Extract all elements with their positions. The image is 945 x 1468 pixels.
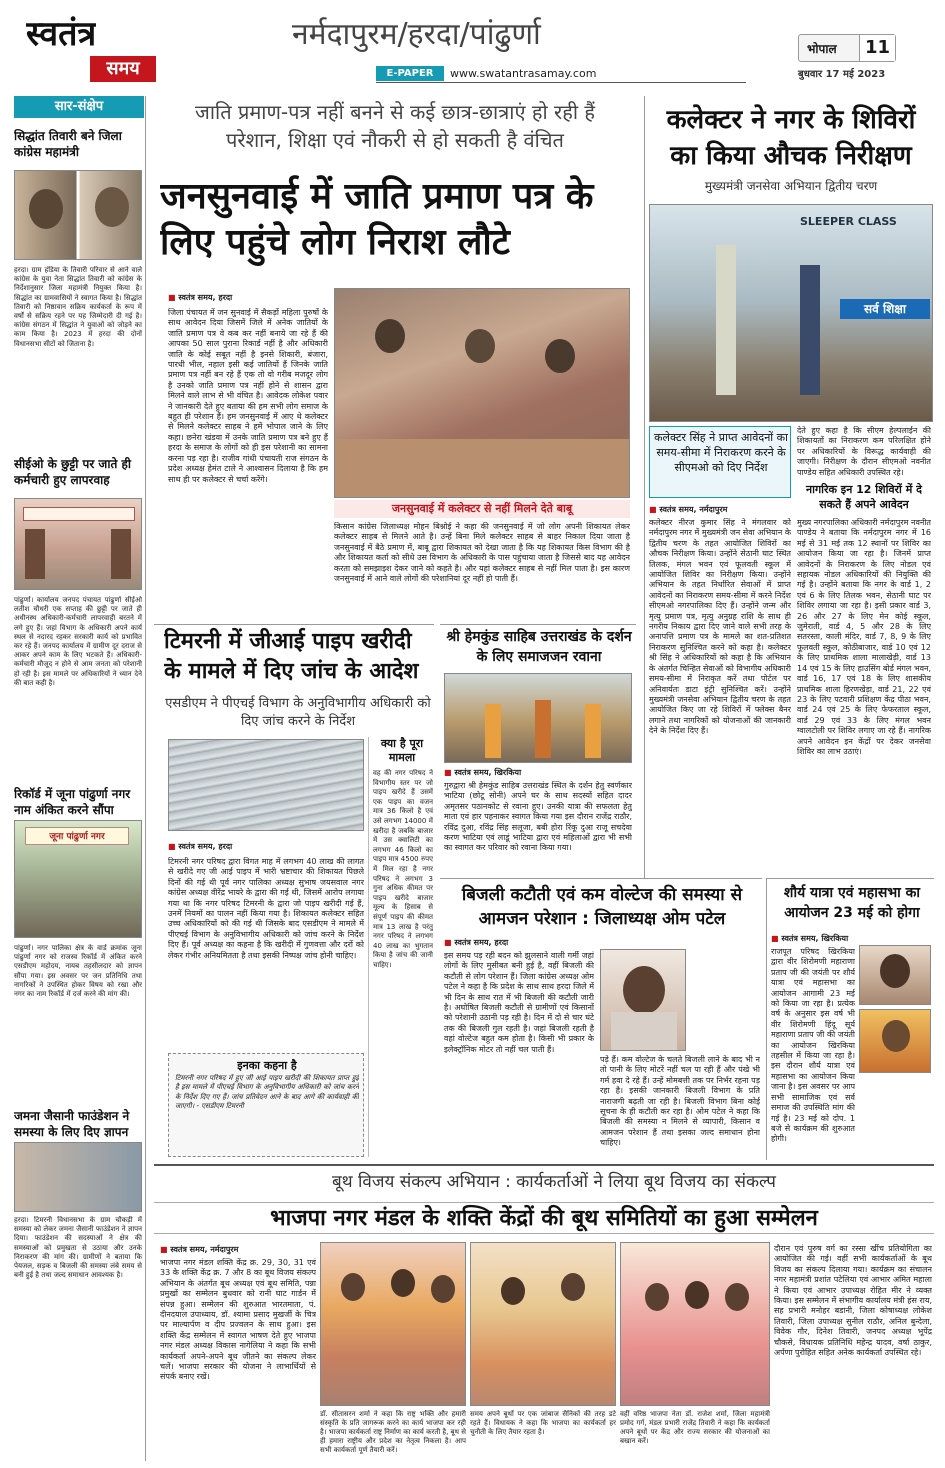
lead-kicker: जाति प्रमाण-पत्र नहीं बनने से कई छात्र-छात्राएं हो रही हैं परेशान, शिक्षा एवं नौकरी से हो सकती है वंचित: [195, 100, 595, 152]
masthead: [0, 0, 945, 90]
hemkund-byline: ■ स्वतंत्र समय, खिरकिया: [444, 767, 521, 778]
collector-text-2: मुख्य नगरपालिका अधिकारी नर्मदापुरम नवनीत पाण्डेय ने बताया कि नर्मदापुरम नगर में 16 मई से 31 मई तक 12 स्थानों पर शिविर का आयोजन किया जा रहा है। जिनमें प्राप्त आवेदनों के निराकरण के लिए नोडल एवं सहायक नोडल अधिकारियों की नियुक्ति की गई है। उन्होंने बताया कि नगर के वार्ड 1, 2 एवं 6 के लिए तिलक भवन, सेठानी घाट पर शिविर लगाया जा रहा है। इसी प्रकार वार्ड 3, 26 और 27 के लिए मेन कोई स्कूल, जुमेराती, वार्ड 4, 5 और 28 के लिए सतरस्ता, काली मंदिर, वार्ड 7, 8, 9 के लिए फूलवती स्कूल, कोठीबाजार, वार्ड 10 एवं 12 के लिए प्राथमिक शाला मालाखेड़ी, वार्ड 13 14 एवं 15 के लिए हाउसिंग बोर्ड मंगल भवन, वार्ड 16, 17 एवं 18 के लिए शासकीय प्राथमिक शाला हिरणखेड़ा, वार्ड 21, 22 एवं 23 के लिए पटवारी प्रशिक्षण केंद्र पीठा भवन, वार्ड 24 एवं 25 के लिए फेफरताल स्कूल, वार्ड 29 एवं 33 के लिए मंगल भवन ग्वालटोली पर शिविर लगाए जा रहे हैं। नागरिक अपने आवेदन इन केंद्रों पर देकर जनसेवा शिविर का लाभ उठाएं।: [797, 518, 931, 756]
collector-callout: कलेक्टर सिंह ने प्राप्त आवेदनों का समय-सीमा में निराकरण करने के सीएमओ को दिए निर्देश: [649, 426, 791, 498]
sidebar-text-3: पांढुर्णा। नगर पालिका क्षेत्र के वार्ड क्रमांक जूना पांढुर्णा नगर को राजस्व रिकॉर्ड में अंकित करने एसडीएम महोदय, नायब तहसीलदार को ज्ञापन सौंपा गया। इस अवसर पर जन प्रतिनिधि तथा नागरिकों ने उपस्थित होकर विषय को रखा और नगर का नाम रिकॉर्ड में दर्ज करने की मांग की।: [14, 944, 142, 999]
booth-kicker: बूथ विजय संकल्प अभियान : कार्यकर्ताओं ने लिया बूथ विजय का संकल्प: [332, 1172, 776, 1192]
booth-text-2: दौरान एवं पुरुष वर्ग का रस्सा खींच प्रतियोगिता का आयोजित की गई। वहीं सभी कार्यकर्ताओं के बूथ विजय का संकल्प दिलाया गया। कार्यक्रम का संचालन नगर महामंत्री प्रशांत पटेलिया एवं आभार अमित महाला ने किया एवं आभार उपाध्यक्ष रोहित मीर ने व्यक्त किया। इस सम्मेलन में संभागीय कार्यालय मंत्री हंस राय, सह प्रभारी मनोहर बडानी, जिला कोषाध्यक्ष लोकेश तिवारी, जिला उपाध्यक्ष सुनील राठौर, अनिल बुन्देला, विवेक गौर, दिनेश तिवारी, जनपद अध्यक्ष भूपेंद्र चौकसे, विधायक प्रतिनिधि महेन्द्र यादव, वर्षा ठाकुर, अर्पणा पुरोहित सहित अनेक कार्यकर्ता उपस्थित रहे।: [774, 1244, 932, 1358]
timarni-photo: [168, 739, 364, 831]
sidebar-headline-3: रिकॉर्ड में जूना पांढुर्णा नगर नाम अंकित करने सौंपा: [14, 787, 131, 817]
sidebar-headline-2: सीईओ के छुट्टी पर जाते ही कर्मचारी हुए लापरवाह: [14, 457, 131, 487]
epaper-label: E-PAPER: [376, 66, 444, 81]
shaurya-headline: शौर्य यात्रा एवं महासभा का आयोजन 23 मई को होगा: [783, 885, 921, 921]
lead-photo-caption: जनसुनवाई में कलेक्टर से नहीं मिलने देते बाबू: [334, 500, 630, 518]
hemkund-photo: [444, 673, 632, 763]
lead-text-2: किसान कांग्रेस जिलाध्यक्ष मोहन बिश्नोई ने कहा की जनसुनवाई में जो लोग अपनी शिकायत लेकर कलेक्टर साहब से मिलने आते है। उन्हें बिना मिले कलेक्टर साहब से बाहर निकाल दिया जाता है जनसुनवाई में बैठे प्रमाण में, बाबू द्वारा शिकायत को देखा जाता है कि यह शिकायत किस विभाग की है और शिकायत कर्ता को सीधे उस विभाग के अधिकारी के पास पहुंचाया जाता है जिससे बाद यह आवेदन करता को समझाइश देकर जाने को कहते है। और यहां कलेक्टर साहब से नहीं मिल पाता है। इस कारण जनसुनवाई में आने वाले लोगों की परेशानियां दूर नहीं हो पाती हैं।: [334, 522, 630, 584]
timarni-headline: टिमरनी में जीआई पाइप खरीदी के मामले में दिए जांच के आदेश: [164, 629, 419, 684]
booth-story: [154, 1164, 934, 1462]
collector-subhead: नागरिक इन 12 शिविरों में दे सकते हैं अपने आवेदन: [806, 483, 922, 511]
banner-text: जूना पांढुर्णा नगर: [25, 827, 129, 845]
bijli-byline: ■ स्वतंत्र समय, हरदा: [444, 937, 508, 948]
timarni-sidebar: [368, 737, 432, 1157]
collector-photo: [649, 204, 933, 422]
hemkund-headline: श्री हेमकुंड साहिब उत्तराखंड के दर्शन के लिए समाजजन रवाना: [446, 629, 632, 665]
shaurya-story: [766, 878, 934, 1160]
logo-bottom: समय: [90, 56, 156, 82]
bijli-text-1: इस समय पड़ रही बदन को झुलसाने वाली गर्मी जहां लोगों के लिए मुसीबत बनी हुई है, वहीं बिजली की कटौती से लोग परेशान हैं। जिला कांग्रेस अध्यक्ष ओम पटेल ने कहा है कि प्रदेश के साथ साथ हरदा जिले में भी दिन के साथ रात में भी बिजली की कटौती जारी है। अघोषित बिजली कटौती से ग्रामीणों एवं किसानों को परेशानी उठानी पड़ रही है। दिन में दो से चार घंटे तक की बिजली गुल रहती है। जहां बिजली रहती है वहां वोल्टेज बहुत कम होता है। किसी भी प्रकार के इलेक्ट्रॉनिक मोटर तो नहीं चल पाती हैं।: [444, 951, 594, 1054]
booth-headline: भाजपा नगर मंडल के शक्ति केंद्रों की बूथ समितियों का हुआ सम्मेलन: [270, 1206, 818, 1231]
timarni-byline: ■ स्वतंत्र समय, हरदा: [168, 841, 232, 852]
booth-photo-1: [320, 1242, 466, 1406]
sidebar-photo-3: [14, 820, 142, 938]
lead-story: [154, 96, 634, 620]
hemkund-text: गुरुद्वारा श्री हेमकुंड साहिब उत्तराखंड स्थित के दर्शन हेतु स्वर्णकार भाटिया (छोटू सोनी) अपने घर के साथ सदस्यों सहित दादर अमृतसर पठानकोट से रवाना हुए। उनकी यात्रा की सफलता हेतु माता एवं हार पहनाकर स्वागत किया गया इस दौरान राजेंद्र राठौर, रविंद्र दुआ, रविंद्र सिंह सलूजा, बबी होरा रिंकू दुआ राजू सचदेवा करण भाटिया एवं लाडूं भाटिया द्वारा एवं महिलाओं द्वारा भी सभी का स्वागत कर परिवार को रवाना किया गया।: [444, 781, 632, 853]
timarni-text: टिमरनी नगर परिषद द्वारा विगत माह में लगभग 40 लाख की लागत से खरीदे गए जी आई पाइप में भारी भ्रष्टाचार की शिकायत पिछले दिनों की गई थी पूर्व नगर पालिका अध्यक्ष सुभाष जयसवाल नगर कांग्रेस अध्यक्ष वीरेंद्र भायरे के द्वारा की गई थी, जिसमें आरोप लगाया गया था कि नगर परिषद टिमरनी के द्वारा जो पाइप खरीदी गई हैं, उनमें नियमों का पालन नहीं किया गया है। शिकायत कलेक्टर सहित उच्च अधिकारियों को की गई थी जिसके बाद एसडीएम ने मामले में पीएचई विभाग के अनुविभागीय अधिकारी को जांच करने के निर्देश दिए हैं। पूर्व अध्यक्ष का कहना है कि खरीदी में गुणवत्ता और दरों को लेकर गंभीर अनियमितता है तथा इसकी निष्पक्ष जांच होनी चाहिए।: [168, 857, 364, 960]
sidebar-photo-2: [14, 498, 142, 590]
logo-top: स्वतंत्र: [26, 14, 97, 54]
timarni-kicker: एसडीएम ने पीएचई विभाग के अनुविभागीय अधिकारी को दिए जांच करने के निर्देश: [165, 696, 431, 729]
quote-box: [168, 1053, 364, 1157]
sidebar-text-1: हरदा। ग्राम हंडिया के तिवारी परिवार से आने वाले कांग्रेस के युवा नेता सिद्धांत तिवारी को कांग्रेस के निर्देशानुसार जिला महामंत्री नियुक्त किया है। सिद्धांत का ग्रामवासियों ने स्वागत किया है। सिद्धांत तिवारी को निष्ठावान सक्रिय कार्यकर्ता के रूप में वर्षों से सक्रिय रहने पर यह जिम्मेदारी दी गई है। कांग्रेस संगठन में सिद्धांत ने युवाओं को जोड़ने का काम किया है। 2023 में हरदा की दोनों विधानसभा सीटों को जिताना है।: [14, 266, 142, 348]
edition-title: नर्मदापुरम/हरदा/पांढुर्णा: [292, 17, 541, 52]
timarni-story: [154, 624, 434, 1160]
booth-photo-2: [470, 1242, 616, 1406]
lead-byline: ■ स्वतंत्र समय, हरदा: [168, 292, 232, 303]
collector-byline: ■ स्वतंत्र समय, नर्मदापुरम: [649, 504, 727, 515]
city-name: भोपाल: [807, 42, 837, 56]
timarni-side-title: क्या है पूरा मामला: [380, 737, 424, 764]
shaurya-photo-1: [859, 945, 931, 1005]
shaurya-text: राजपूत परिषद खिरकिया द्वारा वीर शिरोमणी महाराणा प्रताप जी की जयंती पर शौर्य यात्रा एवं महासभा का आयोजन आगामी 23 मई को किया जा रहा है। प्रत्येक वर्ष के अनुसार इस वर्ष भी वीर शिरोमणी हिंदू सूर्य महाराणा प्रताप जी की जयंती का आयोजन खिरकिया तहसील में किया जा रहा है। इस दौरान शौर्य यात्रा एवं महासभा का आयोजन किया जाना है। इस अवसर पर आप सभी सामाजिक एवं सर्व समाज की उपस्थिति मांग की गई है। 23 मई को दोप. 1 बजे से कार्यक्रम की शुरुआत होगी।: [771, 947, 855, 1144]
booth-text-1: भाजपा नगर मंडल शक्ति केंद्र क्र. 29, 30, 31 एवं 33 के शक्ति केंद्र क्र. 7 और 8 का बूथ विजय संकल्प अभियान के अंतर्गत बूथ अध्यक्ष एवं बूथ समिति, पन्ना प्रमुखों का सम्मेलन बुधवार को रानी घाट गार्डन में संपन्न हुआ। सम्मेलन की शुरुआत भारतमाता, पं. दीनदयाल उपाध्याय, डॉ. श्यामा प्रसाद मुखर्जी के चित्र पर माल्यार्पण व दीप प्रज्वलन के साथ हुआ। इस शक्ति केंद्र सम्मेलन में स्वागत भाषण देते हुए भाजपा नगर मंडल अध्यक्ष विकास नागेलिया ने कहा कि सभी कार्यकर्ता अपने-अपने बूथ जीतने का संकल्प लेकर चलें। भाजपा सरकार की योजना ने लाभार्थियों से संपर्क बनाए रखें।: [160, 1258, 316, 1382]
quote-box-title: इनका कहना है: [237, 1059, 297, 1072]
issue-date: बुधवार 17 मई 2023: [798, 69, 886, 80]
sidebar-headline-1: सिद्धांत तिवारी बने जिला कांग्रेस महामंत्री: [14, 129, 122, 159]
sidebar-text-4: हरदा। टिमरनी विधानसभा के ग्राम चौकड़ी में समस्या को लेकर जमना जैसानी फाउंडेशन ने ज्ञापन दिया। फाउंडेशन की सदस्याओं ने क्षेत्र की समस्याओं को प्रमुखता से उठाया और उनके निराकरण की मांग की। ग्रामीणों ने बताया कि पेयजल, सड़क व बिजली की समस्या लंबे समय से बनी हुई है तथा जल्द समाधान आवश्यक है।: [14, 1216, 142, 1280]
collector-kicker: मुख्यमंत्री जनसेवा अभियान द्वितीय चरण: [704, 179, 878, 193]
sidebar-photo-1: [14, 170, 142, 260]
page-number: 11: [859, 35, 895, 61]
booth-byline: ■ स्वतंत्र समय, नर्मदापुरम: [160, 1244, 238, 1255]
booth-caption-2: समय अपने बूथों पर एक जांबाज सैनिकों की तरह डटे रहते हैं। विधायक ने कहा कि भाजपा का कार्यकर्ता हर चुनौती के लिए तैयार रहता है।: [470, 1410, 616, 1436]
quote-box-text: टिमरनी नगर परिषद में हुए जी आई पाइप खरीदी की शिकायत प्राप्त हुई है इस मामले में पीएचई विभाग के अनुविभागीय अधिकारी को जांच करने के निर्देश दिए गए हैं। जांच प्रतिवेदन आने के बाद आगे की कार्यवाही की जाएगी। - एसडीएम टिमरनी: [175, 1074, 359, 1111]
collector-headline: कलेक्टर ने नगर के शिविरों का किया औचक निरीक्षण: [666, 105, 916, 171]
sidebar-photo-4: [14, 1142, 142, 1212]
bijli-text-2: पड़े हैं। कम वोल्टेज के चलते बिजली लाने के बाद भी न तो पानी के लिए मोटरें नहीं चल पा रही हैं और पंखे भी गर्म हवा दे रहे हैं। उन्हें मोमबत्ती तक पर निर्भर रहना पड़ रहा है। इसकी जानकारी बिजली विभाग के प्रति नाराजगी बढ़ती जा रही है। बिजली विभाग बिना कोई सूचना के ही कटौती कर रहा है। ओम पटेल ने कहा कि बिजली की समस्या न मिलने से व्यापारी, किसान व आमजन परेशान हैं तथा इसका जल्द समाधान होना चाहिए।: [600, 1055, 760, 1148]
wall-sign: सर्व शिक्षा: [840, 299, 930, 319]
booth-caption-3: वहीं वरिष्ठ भाजपा नेता डॉ. राजेश शर्मा, जिला महामंत्री प्रमोद गर्ग, मंडल प्रभारी राजेंद्र तिवारी ने कहा कि कार्यकर्ता अपने बूथों पर केंद्र और राज्य सरकार की योजनाओं का बखान करें।: [620, 1410, 770, 1445]
collector-text-1: कलेक्टर नीरज कुमार सिंह ने मंगलवार को नर्मदापुरम नगर में मुख्यमंत्री जन सेवा अभियान के द्वितीय चरण के तहत आयोजित शिविरों का औचक निरीक्षण किया। उन्होंने सेठानी घाट स्थित तिलक, मंगल भवन एवं फूलवती स्कूल में आयोजित शिविर का निरीक्षण किया। उन्होंने अभियान के तहत निर्धारित सेवाओं में प्राप्त आवेदनों का निराकरण समय-सीमा में करने निर्देश सीएमओ नगरपालिका दिए हैं। उन्होंने जन्म और मृत्यु प्रमाण पत्र, मृत्यु अनुग्रह राशि के साथ ही नगरीय निकाय द्वारा दिए जाने वाले सभी तरह के अनापत्ति प्रमाण पत्र के मामले का शत-प्रतिशत निराकरण सुनिश्चित करने को कहा है। कलेक्टर श्री सिंह ने अधिकारियों को कहा है कि अभियान के अंतर्गत चिन्हित सेवाओं को विभागीय अधिकारी समय-सीमा में निराकृत करें तथा पोर्टल पर अनिवार्यतः डाटा इंट्री सुनिश्चित करें। उन्होंने मुख्यमंत्री जनसेवा अभियान द्वितीय चरण के तहत आयोजित किए जा रहे शिविरों में फ्लेक्स बैनर लगाने तथा नागरिकों को योजनाओं की जानकारी देने के निर्देश दिए हैं।: [649, 518, 791, 736]
avatar-om-patel: [623, 966, 665, 1014]
bijli-photo: [600, 949, 686, 1051]
booth-photo-3: [620, 1242, 770, 1406]
booth-caption-1: डॉ. सीतासरन शर्मा ने कहा कि राष्ट्र भक्ति और हमारी संस्कृति के प्रति जागरूक करने का कार्य भाजपा कर रही है। भाजपा कार्यकर्ता राष्ट्र निर्माण का कार्य करती है, बूथ से ही हमारा राष्ट्रीय और प्रदेश का नेतृत्व निकला है। आप सभी कार्यकर्ता पूर्ण तैयारी करें।: [320, 1410, 466, 1454]
lead-headline: जनसुनवाई में जाति प्रमाण पत्र के लिए पहुंचे लोग निराश लौटे: [160, 176, 594, 263]
shaurya-byline: ■ स्वतंत्र समय, खिरकिया: [771, 933, 848, 944]
booth-headline-band: [154, 1202, 934, 1234]
train-sign: SLEEPER CLASS: [800, 215, 897, 228]
sidebar-header: सार-संक्षेप: [14, 96, 144, 118]
logo[interactable]: [20, 14, 160, 84]
sidebar: [14, 96, 146, 1461]
shaurya-photo-2: [859, 1009, 931, 1073]
lead-photo: [334, 288, 630, 498]
hemkund-story: [440, 624, 636, 874]
city-badge: [798, 34, 896, 62]
collector-story: [644, 96, 934, 878]
sidebar-text-2: पांढुर्णा। कार्यालय जनपद पंचायत पांढुर्णा सीईओ लतीश चौधरी एक सप्ताह की छुट्टी पर जाते ही अधीनस्थ अधिकारी-कर्मचारी लापरवाही बरतने में लगे हुए हैं। जहां विभाग के अधिकारी अपने कार्य स्थल से नदारद रहकर सरकारी कार्य को प्रभावित कर रहे हैं। जनपद कार्यालय में ग्रामीण दूर दराज से आकर अपने काम के लिए भटकते हैं। अधिकारी-कर्मचारी मौजूद न होने से आम जनता को परेशानी हो रही है। इस मामले पर अधिकारियों ने ध्यान देने की बात कही है।: [14, 596, 142, 687]
bijli-story: [440, 878, 762, 1160]
lead-text: जिला पंचायत में जन सुनवाई में सैकड़ों महिला पुरुषों के साथ आवेदन दिया जिसमें जिले में अनेक जातियों के जाति प्रमाण पत्र वे कब कर नहीं बनाये जा रहे हैं की आपका 50 साल पुराना रिकार्ड नहीं है और अधिकारी जाति के कोई सबूत नहीं है इनसे शिकारी, बंजारा, पारधी भील, नहाल इसी कई जातियों हैं जिनके जाति प्रमाण पत्र नहीं बन रहे हैं एक तो वो गरीब मजदूर लोग है उनको जाति प्रमाण पत्र नहीं होने से शासन द्वारा मिलने वाले लाभ से भी वंचित है। आवेदक लोकेश पवार ने जानकारी देते हुए बताया की हम सभी लोग समाज के बहुत ही परेशान हैं। हम जनसुनवाई में आए थे कलेक्टर से मिलने कलेक्टर साहब ने हमें भोपाल जाने के लिए कहा। छनेरा खंडवा में उनके जाति प्रमाण पत्र बने हुए हैं हरदा के समाज के लोगों को ही इस परेशानी का सामना करना पड़ रहा है। राजीव गांधी पंचायती राज संगठन के प्रदेश अध्यक्ष हेमंत टाले ने आश्वासन दिलाया है कि हम साथ ही पर कलेक्टर से चर्चा करेंगे।: [168, 308, 328, 484]
timarni-side-text: वह की नगर परिषद ने विभागीय स्तर पर जो पाइप खरीदे हैं उसमें एक पाइप का वजन मात्र 36 किलो है एवं उसे लगभग 14000 में खरीदा है जबकि बाजार में उस क्वालिटी का लगभग 46 किलो का पाइप मात्र 4500 रुपए में मिल रहा है नगर परिषद ने लगभग 3 गुना अधिक कीमत पर पाइप खरीदे बाजार मूल्य के हिसाब से संपूर्ण पाइप की कीमत मात्र 13 लाख है परंतु नगर परिषद ने लगभग 40 लाख का भुगतान किया है जांच की जानी चाहिए।: [373, 769, 433, 969]
collector-text-right: देते हुए कहा है कि सीएम हेल्पलाईन की शिकायतों का निराकरण कम परिलक्षित होने पर अधिकारियों के विरूद्ध कार्यवाही की जाएगी। निरीक्षण के दौरान सीएमओ नवनीत पाण्डेय सहित अधिकारी उपस्थित रहे।: [797, 426, 931, 477]
sidebar-headline-4: जमना जैसानी फाउंडेशन ने समस्या के लिए दिए ज्ञापन: [14, 1109, 130, 1139]
site-url[interactable]: www.swatantrasamay.com: [450, 67, 597, 80]
bijli-headline: बिजली कटौती एवं कम वोल्टेज की समस्या से आमजन परेशान : जिलाध्यक्ष ओम पटेल: [461, 885, 743, 929]
